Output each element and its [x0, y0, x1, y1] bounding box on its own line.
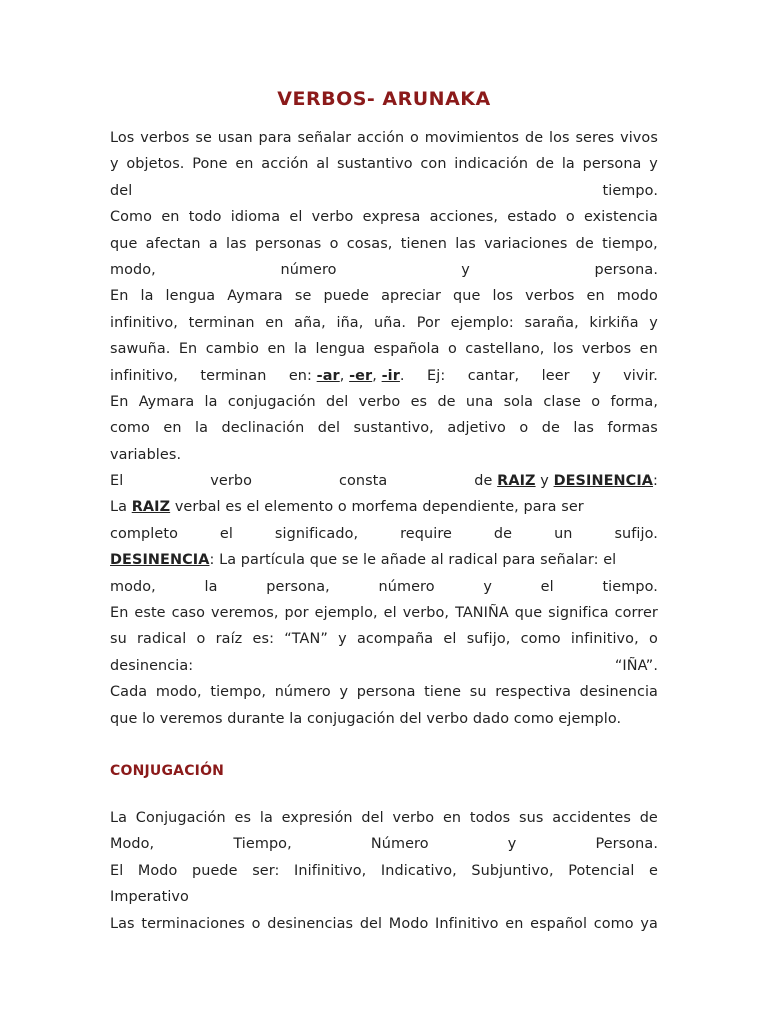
text-line: El Modo puede ser: Inifinitivo, Indicativo, Subjuntivo, Potencial e — [110, 862, 658, 879]
term-raiz: RAIZ — [497, 473, 536, 490]
term-desinencia: DESINENCIA — [553, 473, 654, 490]
text-line: como en la declinación del sustantivo, adjetivo o de las formas — [110, 420, 658, 437]
section-heading-conjugacion: CONJUGACIÓN — [110, 763, 225, 779]
text-line: sawuña. En cambio en la lengua española o castellano, los verbos en — [110, 341, 658, 358]
ending-ir: -ir — [381, 367, 400, 384]
text-line: del tiempo. — [110, 182, 658, 199]
text-line: modo, la persona, número y el tiempo. — [110, 578, 658, 595]
text-line: Cada modo, tiempo, número y persona tiene su respectiva desinencia — [110, 684, 658, 701]
text-line: Como en todo idioma el verbo expresa acciones, estado o existencia — [110, 209, 658, 226]
ending-ar: -ar — [316, 367, 340, 384]
text-line: Las terminaciones o desinencias del Modo Infinitivo en español como ya — [110, 915, 658, 932]
infinitive-endings: en: -ar, -er, -ir. — [288, 367, 405, 384]
text-line: En Aymara la conjugación del verbo es de una sola clase o forma, — [110, 393, 658, 410]
text-line: completo el significado, require de un sufijo. — [110, 525, 658, 542]
paragraph-conjugacion — [110, 805, 658, 937]
text-line: Modo, Tiempo, Número y Persona. — [110, 836, 658, 853]
paragraph-intro — [110, 125, 658, 732]
text-line: y objetos. Pone en acción al sustantivo con indicación de la persona y — [110, 156, 658, 173]
text-line: La Conjugación es la expresión del verbo en todos sus accidentes de — [110, 810, 658, 826]
text-line: desinencia: “IÑA”. — [110, 657, 658, 674]
text-line: En este caso veremos, por ejemplo, el verbo, TANIÑA que significa correr — [110, 605, 658, 622]
text-line: infinitivo, terminan en aña, iña, uña. Por ejemplo: saraña, kirkiña y — [110, 314, 658, 331]
ending-er: -er — [349, 367, 373, 384]
text-line: modo, número y persona. — [110, 261, 658, 278]
text-line: Imperativo — [110, 889, 189, 906]
text-line: DESINENCIA: La partícula que se le añade al radical para señalar: el — [110, 552, 617, 569]
term-raiz: RAIZ — [131, 499, 171, 516]
document-title: VERBOS- ARUNAKA — [277, 88, 491, 110]
term-desinencia: DESINENCIA — [110, 552, 210, 569]
text-line: infinitivo, terminan en: -ar, -er, -ir. Ej: cantar, leer y vivir. — [110, 363, 658, 389]
text-line: El verbo consta de RAIZ y DESINENCIA: — [110, 473, 658, 490]
text-line: En la lengua Aymara se puede apreciar que los verbos en modo — [110, 288, 658, 305]
text-line: La RAIZ verbal es el elemento o morfema dependiente, para ser — [110, 499, 584, 516]
text-line: variables. — [110, 446, 182, 463]
text-line: su radical o raíz es: “TAN” y acompaña el sufijo, como infinitivo, o — [110, 631, 658, 648]
text-line: que afectan a las personas o cosas, tienen las variaciones de tiempo, — [110, 235, 658, 252]
text-line: que lo veremos durante la conjugación del verbo dado como ejemplo. — [110, 710, 622, 727]
text-line: Los verbos se usan para señalar acción o movimientos de los seres vivos — [110, 130, 658, 146]
